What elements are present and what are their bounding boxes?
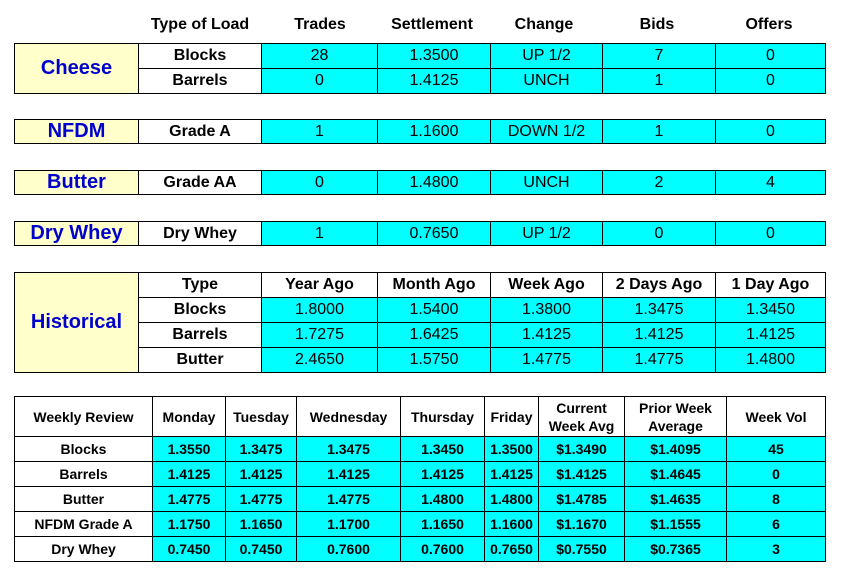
- value-cell: 1.4125: [716, 323, 826, 348]
- column-header: Friday: [485, 397, 539, 437]
- value-cell: 0: [727, 462, 826, 487]
- value-cell: $1.1670: [539, 512, 625, 537]
- row-type: Barrels: [139, 323, 262, 348]
- column-header: Wednesday: [297, 397, 401, 437]
- value-cell: $1.1555: [625, 512, 727, 537]
- header-offers: Offers: [745, 16, 793, 33]
- table-row: [15, 512, 826, 537]
- column-header: Week Ago: [491, 273, 603, 298]
- category-nfdm: NFDM: [15, 120, 139, 144]
- column-header: Thursday: [401, 397, 485, 437]
- table-row: [15, 222, 826, 246]
- category-cheese: Cheese: [15, 44, 139, 94]
- table-row: [15, 537, 826, 562]
- value-cell: 1.4125: [485, 462, 539, 487]
- row-type: Barrels: [139, 69, 262, 94]
- table-row: [15, 462, 826, 487]
- table-header-row: [15, 273, 826, 298]
- value-cell: 0.7450: [226, 537, 297, 562]
- header-change: Change: [514, 16, 574, 33]
- value-cell: 1.4800: [485, 487, 539, 512]
- bids-cell: 7: [603, 44, 716, 69]
- value-cell: 1.6425: [378, 323, 491, 348]
- value-cell: 1.4775: [297, 487, 401, 512]
- trades-cell: 0: [262, 69, 378, 94]
- offers-cell: 0: [716, 44, 826, 69]
- change-cell: UP 1/2: [491, 222, 603, 246]
- column-header: Monday: [153, 397, 226, 437]
- table-row: [15, 120, 826, 144]
- value-cell: 1.3450: [716, 298, 826, 323]
- trades-cell: 0: [262, 171, 378, 195]
- cheese-table: [14, 43, 826, 94]
- value-cell: 0.7450: [153, 537, 226, 562]
- column-header: 2 Days Ago: [603, 273, 716, 298]
- value-cell: 6: [727, 512, 826, 537]
- value-cell: 1.5750: [378, 348, 491, 373]
- column-header: Month Ago: [378, 273, 491, 298]
- row-type: Blocks: [139, 298, 262, 323]
- trades-cell: 28: [262, 44, 378, 69]
- table-header-row: [15, 397, 826, 437]
- bids-cell: 0: [603, 222, 716, 246]
- category-dry-whey: Dry Whey: [15, 222, 139, 246]
- value-cell: 8: [727, 487, 826, 512]
- settlement-cell: 0.7650: [378, 222, 491, 246]
- value-cell: 2.4650: [262, 348, 378, 373]
- column-header: Year Ago: [262, 273, 378, 298]
- weekly-review-table: [14, 396, 826, 562]
- value-cell: 1.3550: [153, 437, 226, 462]
- value-cell: 3: [727, 537, 826, 562]
- row-type: Grade AA: [139, 171, 262, 195]
- value-cell: 1.4125: [603, 323, 716, 348]
- column-header: Weekly Review: [15, 397, 153, 437]
- value-cell: 1.4800: [401, 487, 485, 512]
- nfdm-table: [14, 119, 826, 144]
- trades-cell: 1: [262, 120, 378, 144]
- settlement-cell: 1.3500: [378, 44, 491, 69]
- value-cell: $0.7365: [625, 537, 727, 562]
- column-header: 1 Day Ago: [716, 273, 826, 298]
- bids-cell: 1: [603, 69, 716, 94]
- settlement-cell: 1.4800: [378, 171, 491, 195]
- value-cell: $1.4645: [625, 462, 727, 487]
- value-cell: 1.1650: [401, 512, 485, 537]
- offers-cell: 0: [716, 120, 826, 144]
- value-cell: 1.4775: [491, 348, 603, 373]
- value-cell: 0.7600: [401, 537, 485, 562]
- value-cell: 1.4125: [153, 462, 226, 487]
- row-type: Blocks: [15, 437, 153, 462]
- row-type: Butter: [139, 348, 262, 373]
- table-row: [15, 44, 826, 69]
- table-row: [15, 171, 826, 195]
- category-butter: Butter: [15, 171, 139, 195]
- header-bids: Bids: [639, 16, 675, 33]
- settlement-cell: 1.4125: [378, 69, 491, 94]
- value-cell: $0.7550: [539, 537, 625, 562]
- value-cell: 1.1700: [297, 512, 401, 537]
- change-cell: UP 1/2: [491, 44, 603, 69]
- header-type-of-load: Type of Load: [150, 16, 250, 33]
- historical-table: [14, 272, 826, 373]
- offers-cell: 4: [716, 171, 826, 195]
- offers-cell: 0: [716, 222, 826, 246]
- value-cell: $1.4125: [539, 462, 625, 487]
- value-cell: 1.3475: [603, 298, 716, 323]
- value-cell: 1.3500: [485, 437, 539, 462]
- table-row: [15, 437, 826, 462]
- bids-cell: 1: [603, 120, 716, 144]
- value-cell: 1.4125: [401, 462, 485, 487]
- butter-table: [14, 170, 826, 195]
- value-cell: 1.3475: [297, 437, 401, 462]
- value-cell: 1.4125: [491, 323, 603, 348]
- change-cell: UNCH: [491, 69, 603, 94]
- value-cell: $1.3490: [539, 437, 625, 462]
- value-cell: 0.7600: [297, 537, 401, 562]
- row-type: Barrels: [15, 462, 153, 487]
- column-header: Current Week Avg: [539, 397, 625, 437]
- value-cell: 1.4775: [603, 348, 716, 373]
- drywhey-table: [14, 221, 826, 246]
- column-header: Prior Week Average: [625, 397, 727, 437]
- value-cell: 0.7650: [485, 537, 539, 562]
- trades-cell: 1: [262, 222, 378, 246]
- row-type: NFDM Grade A: [15, 512, 153, 537]
- column-header: Week Vol: [727, 397, 826, 437]
- value-cell: 1.4125: [297, 462, 401, 487]
- value-cell: 1.3475: [226, 437, 297, 462]
- value-cell: 1.3800: [491, 298, 603, 323]
- value-cell: 1.3450: [401, 437, 485, 462]
- header-trades: Trades: [294, 16, 346, 33]
- header-settlement: Settlement: [391, 16, 473, 33]
- value-cell: 45: [727, 437, 826, 462]
- value-cell: 1.7275: [262, 323, 378, 348]
- column-header: Type: [139, 273, 262, 298]
- row-type: Grade A: [139, 120, 262, 144]
- change-cell: DOWN 1/2: [491, 120, 603, 144]
- value-cell: $1.4095: [625, 437, 727, 462]
- value-cell: 1.4125: [226, 462, 297, 487]
- table-row: [15, 487, 826, 512]
- value-cell: 1.4775: [226, 487, 297, 512]
- row-type: Blocks: [139, 44, 262, 69]
- offers-cell: 0: [716, 69, 826, 94]
- value-cell: 1.1600: [485, 512, 539, 537]
- value-cell: $1.4635: [625, 487, 727, 512]
- bids-cell: 2: [603, 171, 716, 195]
- change-cell: UNCH: [491, 171, 603, 195]
- value-cell: 1.4800: [716, 348, 826, 373]
- value-cell: 1.5400: [378, 298, 491, 323]
- value-cell: 1.8000: [262, 298, 378, 323]
- row-type: Butter: [15, 487, 153, 512]
- settlement-cell: 1.1600: [378, 120, 491, 144]
- value-cell: 1.1650: [226, 512, 297, 537]
- category-historical: Historical: [15, 273, 139, 373]
- value-cell: $1.4785: [539, 487, 625, 512]
- row-type: Dry Whey: [139, 222, 262, 246]
- value-cell: 1.4775: [153, 487, 226, 512]
- row-type: Dry Whey: [15, 537, 153, 562]
- value-cell: 1.1750: [153, 512, 226, 537]
- column-header: Tuesday: [226, 397, 297, 437]
